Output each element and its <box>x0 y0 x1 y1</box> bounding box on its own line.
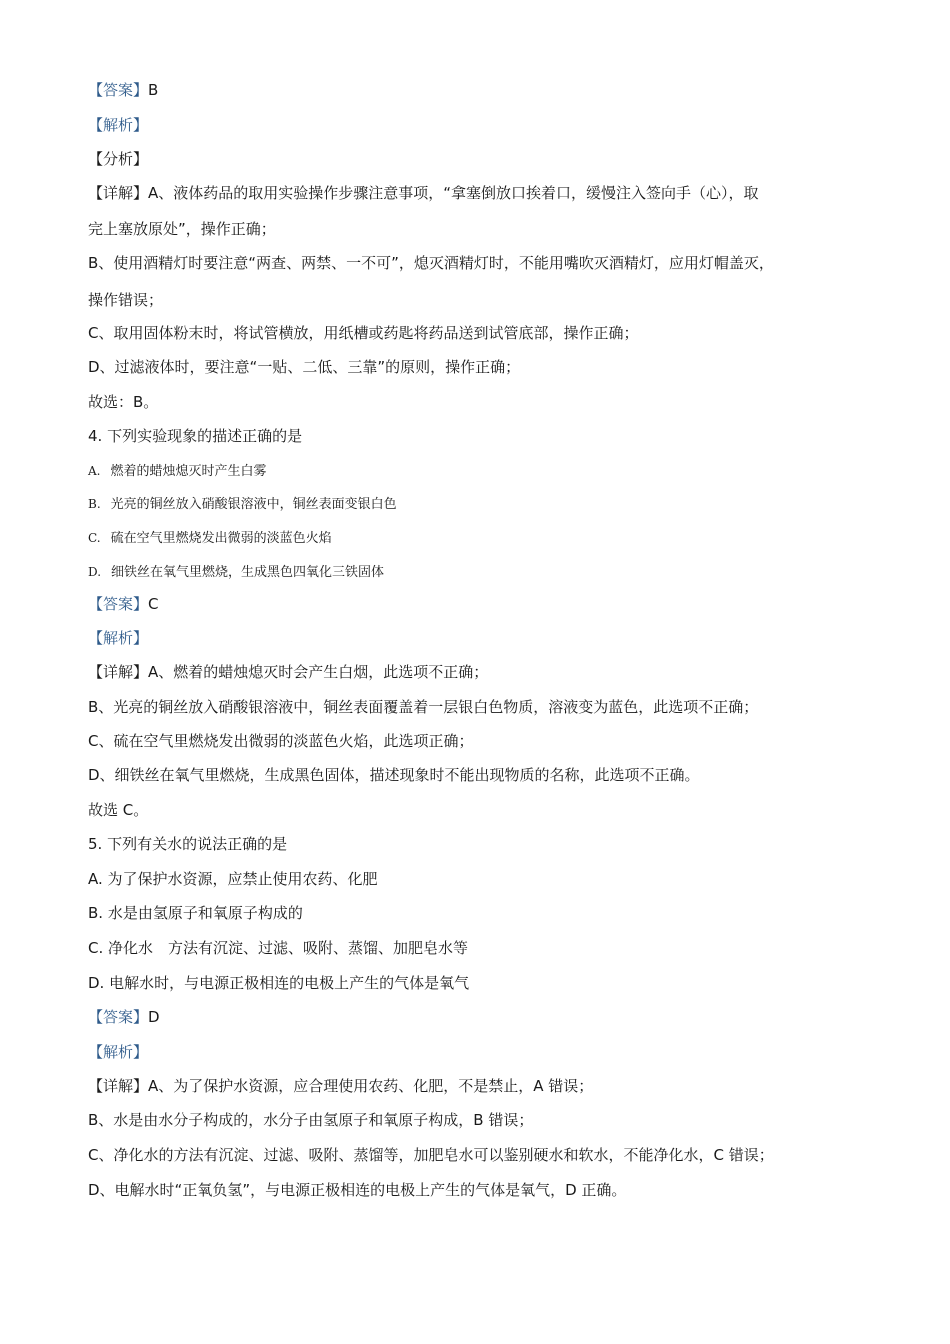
q5-analysis-tag <box>88 1042 910 1062</box>
q4-option-b <box>88 494 910 515</box>
answer-tag: 【答案】 <box>88 81 149 99</box>
option-text: 硫在空气里燃烧发出微弱的淡蓝色火焰 <box>110 531 332 546</box>
q3-detail-b-1: B、使用酒精灯时要注意“两查、两禁、一不可”，熄灭酒精灯时，不能用嘴吹灭酒精灯，应用灯帽盖灭， <box>88 254 774 272</box>
option-letter: A. <box>88 464 101 478</box>
answer-value: C <box>148 595 159 613</box>
q3-detail-a-2: 完上塞放原处”，操作正确； <box>88 220 276 238</box>
q5-option-a: A. 为了保护水资源，应禁止使用农药、化肥 <box>88 870 378 888</box>
option-text: 细铁丝在氧气里燃烧，生成黑色四氧化三铁固体 <box>111 565 385 580</box>
q4-detail-a <box>88 662 910 682</box>
option-letter: C. <box>88 531 101 545</box>
detail-text: A、燃着的蜡烛熄灭时会产生白烟，此选项不正确； <box>148 663 489 681</box>
q3-answer <box>88 80 910 100</box>
q3-analysis-tag <box>88 115 910 135</box>
fenxi-tag: 【分析】 <box>88 150 149 168</box>
option-letter: B. <box>88 497 101 511</box>
q4-conclusion: 故选 C。 <box>88 801 149 819</box>
q5-answer <box>88 1007 910 1027</box>
answer-tag: 【答案】 <box>88 595 149 613</box>
analysis-tag: 【解析】 <box>88 116 149 134</box>
answer-value: B <box>148 81 159 99</box>
q5-detail-c: C、净化水的方法有沉淀、过滤、吸附、蒸馏等，加肥皂水可以鉴别硬水和软水，不能净化水，C 错误； <box>88 1146 774 1164</box>
option-text: 燃着的蜡烛熄灭时产生白雾 <box>110 464 267 479</box>
q5-option-b: B. 水是由氢原子和氧原子构成的 <box>88 904 303 922</box>
q5-option-c: C. 净化水 方法有沉淀、过滤、吸附、蒸馏、加肥皂水等 <box>88 939 469 957</box>
answer-value: D <box>148 1008 160 1026</box>
q5-detail-a <box>88 1076 910 1096</box>
detail-tag: 【详解】 <box>88 184 149 202</box>
detail-tag: 【详解】 <box>88 1077 149 1095</box>
q4-option-d <box>88 562 910 583</box>
option-text: 光亮的铜丝放入硝酸银溶液中，铜丝表面变银白色 <box>110 497 397 512</box>
answer-tag: 【答案】 <box>88 1008 149 1026</box>
q5-option-d: D. 电解水时，与电源正极相连的电极上产生的气体是氧气 <box>88 974 470 992</box>
q4-analysis-tag <box>88 628 910 648</box>
q4-option-a <box>88 461 910 482</box>
detail-tag: 【详解】 <box>88 663 149 681</box>
analysis-tag: 【解析】 <box>88 1043 149 1061</box>
q5-stem: 5. 下列有关水的说法正确的是 <box>88 835 288 853</box>
q3-conclusion: 故选：B。 <box>88 393 159 411</box>
option-letter: D. <box>88 565 102 579</box>
detail-text: A、为了保护水资源，应合理使用农药、化肥，不是禁止，A 错误； <box>148 1077 594 1095</box>
q3-detail-d: D、过滤液体时，要注意“一贴、二低、三靠”的原则，操作正确； <box>88 358 521 376</box>
q4-detail-b: B、光亮的铜丝放入硝酸银溶液中，铜丝表面覆盖着一层银白色物质，溶液变为蓝色，此选项不正确； <box>88 698 759 716</box>
q4-option-c <box>88 528 910 549</box>
analysis-tag: 【解析】 <box>88 629 149 647</box>
q4-answer <box>88 594 910 614</box>
q3-detail-b-2: 操作错误； <box>88 291 164 309</box>
q5-detail-d: D、电解水时“正氧负氢”，与电源正极相连的电极上产生的气体是氧气，D 正确。 <box>88 1181 627 1199</box>
q4-detail-c: C、硫在空气里燃烧发出微弱的淡蓝色火焰，此选项正确； <box>88 732 474 750</box>
q4-detail-d: D、细铁丝在氧气里燃烧，生成黑色固体，描述现象时不能出现物质的名称，此选项不正确。 <box>88 766 700 784</box>
q3-fenxi-tag <box>88 149 910 169</box>
detail-text: A、液体药品的取用实验操作步骤注意事项，“拿塞倒放口挨着口，缓慢注入签向手（心），取 <box>148 184 759 202</box>
q5-detail-b: B、水是由水分子构成的，水分子由氢原子和氧原子构成，B 错误； <box>88 1111 534 1129</box>
q3-detail-c: C、取用固体粉末时，将试管横放，用纸槽或药匙将药品送到试管底部，操作正确； <box>88 324 639 342</box>
q3-detail-a-1 <box>88 183 910 203</box>
q4-stem: 4. 下列实验现象的描述正确的是 <box>88 427 303 445</box>
